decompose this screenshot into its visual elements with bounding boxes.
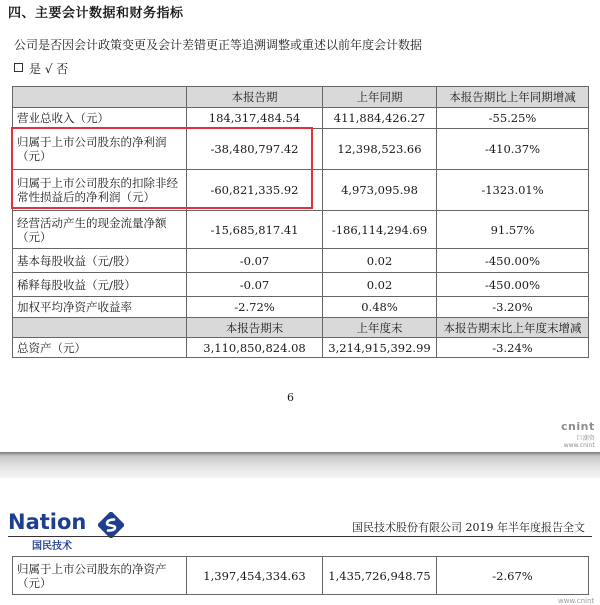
cell-change: -1323.01% <box>437 170 589 211</box>
table-header-row <box>13 87 589 108</box>
watermark <box>561 420 595 449</box>
restatement-question: 公司是否因会计政策变更及会计差错更正等追溯调整或重述以前年度会计数据 <box>14 38 423 52</box>
cell-prior: 0.02 <box>323 249 437 273</box>
header-cell: 本报告期末比上年度末增减 <box>437 318 589 338</box>
header-cell <box>13 87 187 108</box>
section-title: 四、主要会计数据和财务指标 <box>8 6 184 21</box>
cell-change: -450.00% <box>437 273 589 297</box>
header-cell <box>13 318 187 338</box>
cell-change: 91.57% <box>437 211 589 249</box>
cell-current: -0.07 <box>187 249 323 273</box>
table-row <box>13 249 589 273</box>
page-number: 6 <box>287 391 294 404</box>
cell-prior: 1,435,726,948.75 <box>323 557 437 595</box>
watermark-sub: 巨潮资 <box>576 435 595 442</box>
table-row <box>13 297 589 318</box>
logo-wordmark: Nation <box>8 510 87 534</box>
company-logo <box>8 510 128 552</box>
row-label: 归属于上市公司股东的扣除非经常性损益后的净利润（元） <box>13 170 187 211</box>
cell-current: -15,685,817.41 <box>187 211 323 249</box>
header-cell: 本报告期 <box>187 87 323 108</box>
row-label: 经营活动产生的现金流量净额（元） <box>13 211 187 249</box>
answer-text: 是 √ 否 <box>29 62 69 76</box>
watermark-bottom: www.cnint <box>558 597 595 605</box>
cell-change: -3.20% <box>437 297 589 318</box>
page-break-divider <box>0 452 600 478</box>
cell-prior: 3,214,915,392.99 <box>323 338 437 358</box>
cell-change: -2.67% <box>437 557 589 595</box>
table-row <box>13 273 589 297</box>
header-cell: 本报告期末 <box>187 318 323 338</box>
row-label: 稀释每股收益（元/股） <box>13 273 187 297</box>
cell-change: -450.00% <box>437 249 589 273</box>
cell-prior: 12,398,523.66 <box>323 129 437 170</box>
cell-current: -38,480,797.42 <box>187 129 323 170</box>
cell-change: -410.37% <box>437 129 589 170</box>
restatement-answer <box>14 60 68 77</box>
watermark-brand: cnint <box>561 420 595 433</box>
table-row <box>13 108 589 129</box>
row-label: 归属于上市公司股东的净利润（元） <box>13 129 187 170</box>
logo-s-icon <box>98 512 124 538</box>
row-label: 基本每股收益（元/股） <box>13 249 187 273</box>
financial-table <box>12 86 589 358</box>
header-rule <box>8 536 592 537</box>
row-label: 加权平均净资产收益率 <box>13 297 187 318</box>
financial-table-continued <box>12 556 589 595</box>
row-label: 归属于上市公司股东的净资产（元） <box>13 557 187 595</box>
cell-current: 184,317,484.54 <box>187 108 323 129</box>
table-row <box>13 557 589 595</box>
report-title: 国民技术股份有限公司 2019 年半年度报告全文 <box>352 521 585 534</box>
cell-prior: 0.48% <box>323 297 437 318</box>
header-cell: 上年同期 <box>323 87 437 108</box>
cell-current: 1,397,454,334.63 <box>187 557 323 595</box>
table-row <box>13 211 589 249</box>
table-row <box>13 170 589 211</box>
header-cell: 上年度末 <box>323 318 437 338</box>
cell-current: -2.72% <box>187 297 323 318</box>
cell-prior: -186,114,294.69 <box>323 211 437 249</box>
cell-current: 3,110,850,824.08 <box>187 338 323 358</box>
checkbox-icon <box>14 63 23 72</box>
cell-change: -55.25% <box>437 108 589 129</box>
report-page-bottom <box>0 478 600 601</box>
header-cell: 本报告期比上年同期增减 <box>437 87 589 108</box>
table-subheader-row <box>13 318 589 338</box>
table-row <box>13 129 589 170</box>
watermark-url: www.cnint <box>563 442 595 449</box>
row-label: 营业总收入（元） <box>13 108 187 129</box>
cell-prior: 4,973,095.98 <box>323 170 437 211</box>
cell-change: -3.24% <box>437 338 589 358</box>
cell-current: -60,821,335.92 <box>187 170 323 211</box>
cell-prior: 0.02 <box>323 273 437 297</box>
cell-prior: 411,884,426.27 <box>323 108 437 129</box>
row-label: 总资产（元） <box>13 338 187 358</box>
table-row <box>13 338 589 358</box>
cell-current: -0.07 <box>187 273 323 297</box>
logo-chinese-name: 国民技术 <box>32 541 72 552</box>
